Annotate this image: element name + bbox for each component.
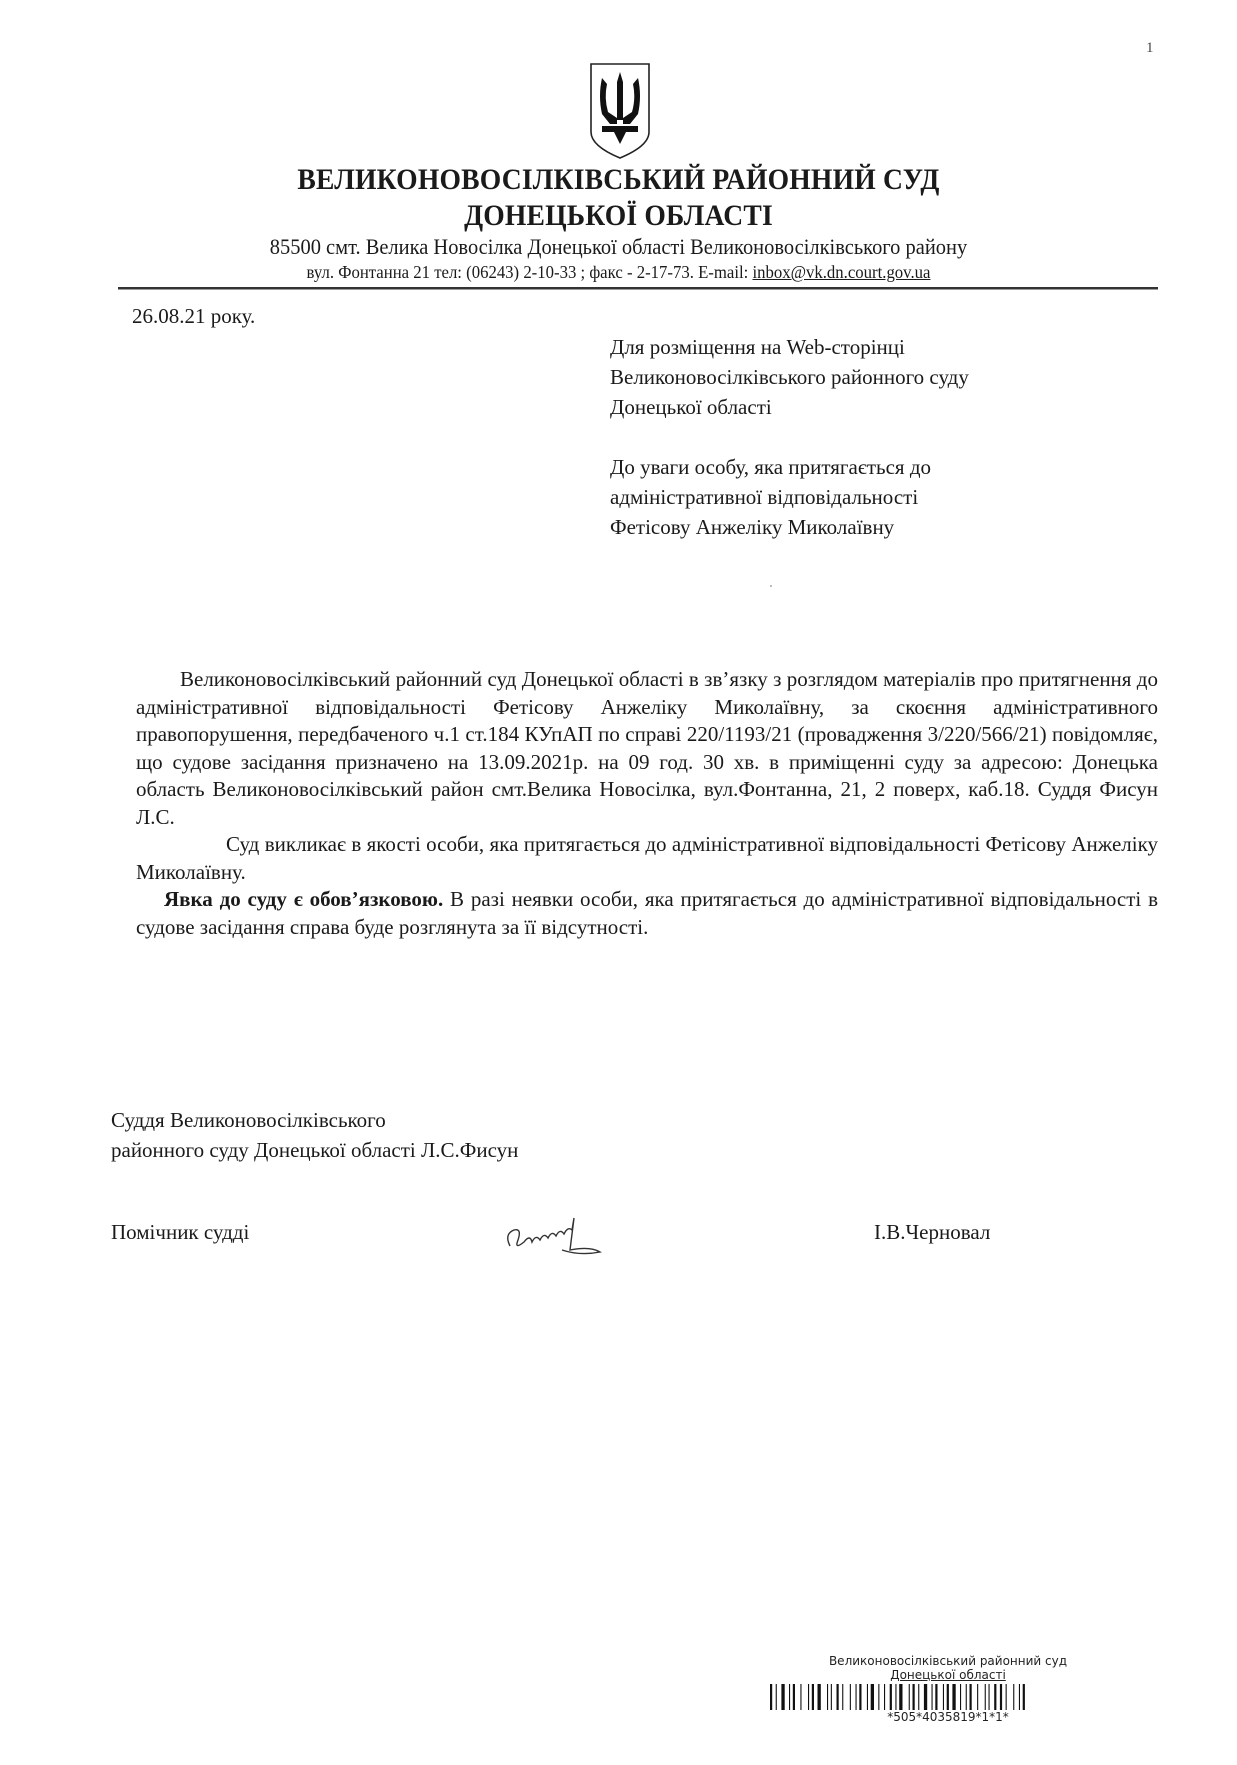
court-contact-line — [43, 262, 1193, 283]
judge-signature-block — [111, 1105, 518, 1165]
contact-details: вул. Фонтанна 21 тел: (06243) 2-10-33 ; факс - 2-17-73. E-mail: — [306, 262, 753, 282]
recipient-line: Великоновосілківського районного суду — [610, 365, 969, 389]
trident-coat-of-arms-icon — [588, 62, 652, 160]
recipient-block — [610, 332, 969, 542]
judge-title-line2: районного суду Донецької області Л.С.Фисун — [111, 1138, 519, 1162]
handwritten-signature-icon — [500, 1206, 610, 1266]
stamp-line1: Великоновосілківський районний суд — [828, 1654, 1068, 1668]
scan-speck — [770, 585, 772, 587]
assistant-name: І.В.Черновал — [874, 1220, 991, 1244]
judge-title-line1: Суддя Великоновосілківського — [111, 1108, 386, 1132]
absence-consequence-text: В разі неявки особи, яка притягається до адміністративної відповідальності в судове засідання справа буде розглянута за її відсутності. — [136, 887, 1158, 939]
recipient-line: Донецької області — [610, 395, 772, 419]
assistant-label: Помічник судді — [111, 1220, 250, 1244]
body-paragraph-2: Суд викликає в якості особи, яка притягається до адміністративної відповідальності Фетісову Анжеліку Миколаївну. — [136, 832, 1158, 884]
barcode-number: *505*4035819*1*1* — [887, 1710, 1009, 1724]
registry-stamp — [778, 1654, 1118, 1682]
document-date: 26.08.21 року. — [132, 304, 256, 328]
email-link[interactable]: inbox@vk.dn.court.gov.ua — [752, 262, 931, 282]
recipient-line: До уваги особу, яка притягається до — [610, 455, 932, 479]
notice-body — [136, 666, 1158, 941]
recipient-line: Для розміщення на Web-сторінці — [610, 335, 905, 359]
body-paragraph-1: Великоновосілківський районний суд Донецької області в зв’язку з розглядом матеріалів про притягнення до адміністративної відповідальності Фетісову Анжеліку Миколаївну, за скоєння адміністративного правопорушення, передбаченого ч.1 ст.184 КУпАП по справі 220/1193/21 (провадження 3/220/566/21) повідомляє, що судове засідання призначено на 13.09.2021р. на 09 год. 30 хв. в приміщенні суду за адресою: Донецька область Великоновосілківський район смт.Велика Новосілка, вул.Фонтанна, 21, 2 поверх, каб.18. Суддя Фисун Л.С. — [136, 667, 1158, 829]
stamp-line2: Донецької області — [890, 1668, 1006, 1682]
court-address-line1: 85500 смт. Велика Новосілка Донецької області Великоновосілківського району — [269, 234, 968, 259]
court-title-line1: ВЕЛИКОНОВОСІЛКІВСЬКИЙ РАЙОННИЙ СУД — [297, 163, 940, 196]
body-paragraph-3 — [136, 886, 1158, 941]
page-number: 1 — [1146, 40, 1154, 56]
mandatory-attendance-text: Явка до суду є обов’язковою. — [164, 887, 444, 911]
recipient-line: Фетісову Анжеліку Миколаївну — [610, 515, 895, 539]
header-divider — [118, 287, 1158, 290]
recipient-line: адміністративної відповідальності — [610, 485, 919, 509]
court-title-line2: ДОНЕЦЬКОЇ ОБЛАСТІ — [464, 199, 773, 232]
barcode-icon — [770, 1684, 1118, 1710]
